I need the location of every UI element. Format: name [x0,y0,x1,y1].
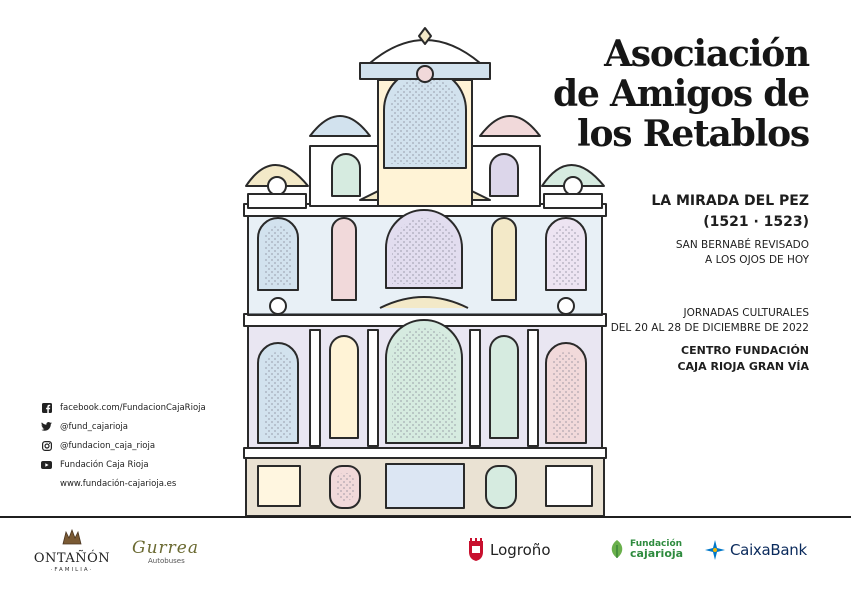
logrono-name: Logroño [490,541,551,559]
event-dates-line-2: DEL 20 AL 28 DE DICIEMBRE DE 2022 [610,322,809,334]
event-venue-line-2: CAJA RIOJA GRAN VÍA [677,360,809,373]
association-title [509,34,809,154]
logrono-logo [468,538,551,562]
social-instagram[interactable] [41,436,206,455]
logrono-shield-icon [468,538,484,562]
facebook-icon [41,402,52,413]
fundacion-cajarioja-logo [608,539,683,559]
gurrea-logo [132,538,199,565]
event-name-line-2: (1521 · 1523) [703,214,809,230]
event-venue-line-1: CENTRO FUNDACIÓN [681,344,809,357]
cajarioja-label: cajarioja [630,547,684,560]
caixabank-star-icon [704,539,726,561]
ontanon-emblem-icon [60,528,84,546]
youtube-icon [41,459,52,470]
social-twitter[interactable] [41,417,206,436]
event-name [549,191,809,233]
title-line-2: de Amigos de [553,73,809,115]
fundacion-label: Fundación [630,539,683,549]
event-venue [549,343,809,375]
title-line-3: los Retablos [577,113,809,155]
event-subtitle [549,238,809,268]
leaf-icon [608,539,626,559]
ontanon-sub: ·FAMILIA· [50,567,94,573]
social-links [41,398,206,493]
website-label: www.fundación-cajarioja.es [60,478,177,489]
social-facebook[interactable] [41,398,206,417]
youtube-label: Fundación Caja Rioja [60,459,149,470]
caixabank-name: CaixaBank [730,541,807,559]
caixabank-logo [704,539,807,561]
twitter-label: @fund_cajarioja [60,421,128,432]
title-line-1: Asociación [604,33,809,75]
event-dates-line-1: JORNADAS CULTURALES [683,307,809,319]
gurrea-name: Gurrea [132,538,199,558]
twitter-icon [41,421,52,432]
divider-line [0,516,851,518]
event-subtitle-line-1: SAN BERNABÉ REVISADO [675,239,809,251]
instagram-icon [41,440,52,451]
ontanon-logo [22,528,122,573]
social-youtube[interactable] [41,455,206,474]
gurrea-sub: Autobuses [148,557,185,565]
facebook-label: facebook.com/FundacionCajaRioja [60,402,206,413]
website-link[interactable] [41,474,206,493]
event-subtitle-line-2: A LOS OJOS DE HOY [705,254,809,266]
instagram-label: @fundacion_caja_rioja [60,440,156,451]
event-name-line-1: LA MIRADA DEL PEZ [651,193,809,209]
event-dates [549,306,809,336]
ontanon-name: ONTAÑÓN [33,551,111,566]
